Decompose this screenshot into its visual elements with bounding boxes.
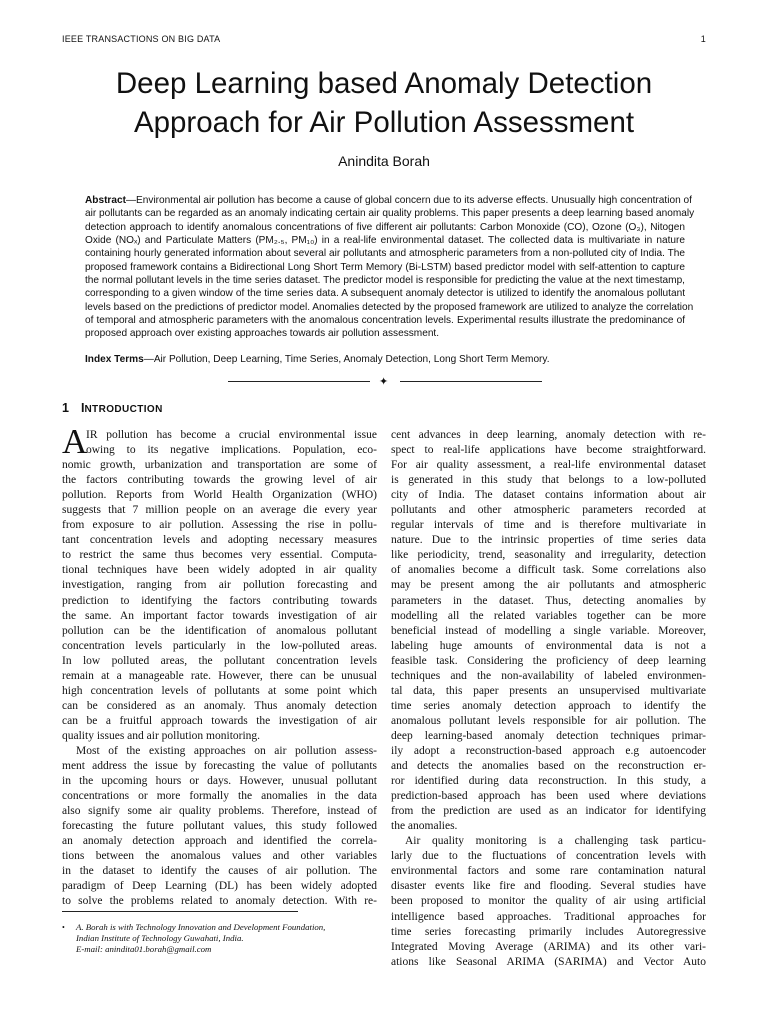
body-line: the same. An important factor towards investigation of air: [62, 609, 377, 622]
body-line: environmental factors and some rare contamination natural: [391, 865, 706, 878]
running-header: [62, 34, 706, 48]
body-line: parameters in the dataset. Thus, detecting anomalies by: [391, 594, 706, 607]
body-line: beneficial instead of modelling a single variable. Moreover,: [391, 624, 706, 637]
body-line: high concentration levels of pollutants at some point which: [62, 684, 377, 697]
body-line: nature. Due to the intrinsic properties of time series data: [391, 534, 706, 547]
footnote-rule: [62, 911, 298, 912]
body-line: from the prediction are used as an indicator for identifying: [391, 805, 706, 818]
body-line: in the dataset to identify the causes of air pollution. The: [62, 865, 377, 878]
abstract-line: proposed approach over existing approaches towards air pollution assessment.: [85, 328, 440, 340]
footnote-bullet-icon: •: [62, 923, 65, 932]
divider-diamond-icon: ✦: [379, 375, 389, 388]
body-line: Air quality monitoring is a challenging task particu-: [405, 835, 706, 848]
body-line: and detects the anomalies based on the reconstruction er-: [391, 760, 706, 773]
body-line: pollutants and other atmospheric parameters recorded at: [391, 504, 706, 517]
body-line: city of India. The dataset contains information about air: [391, 489, 706, 502]
body-line: Integrated Moving Average (ARIMA) and its other vari-: [391, 940, 706, 953]
index-terms-label: Index Terms: [85, 354, 144, 365]
body-line: ations like Seasonal ARIMA (SARIMA) and Vector Auto: [391, 955, 706, 968]
section-heading: [62, 401, 163, 415]
body-line: intelligence based approaches. Traditional approaches for: [391, 910, 706, 923]
body-line: tal data, this paper presents an unsupervised multivariate: [391, 684, 706, 697]
right-column: [391, 428, 706, 970]
body-line: regular intervals of time and is therefore multivariate in: [391, 519, 706, 532]
body-line: also signify some air quality problems. Therefore, instead of: [62, 805, 377, 818]
body-line: modelling all the related variables together can be more: [391, 609, 706, 622]
body-line: tions between the anomalous values and other variables: [62, 850, 377, 863]
body-line: larly due to the fluctuations of concentration levels with: [391, 850, 706, 863]
body-line: cent advances in deep learning, anomaly detection with re-: [391, 429, 706, 441]
body-line: ment address the issue by forecasting the value of pollutants: [62, 760, 377, 773]
abstract-line: levels based on the predictions of predictor model. Anomalies detected by the proposed framework are utilized to analyze the correlation: [85, 301, 694, 313]
abstract-line: proposed framework contains a Bidirectional Long Short Term Memory (Bi-LSTM) based predictor model with self-attention to capture: [85, 261, 685, 273]
body-line: from exposure to air pollution. Assessing the rise in pollu-: [62, 519, 377, 532]
body-line: anomalous pollutant levels responsible for air pollution. The: [391, 714, 706, 727]
title-line-2: Approach for Air Pollution Assessment: [133, 106, 635, 139]
body-line: to restrict the same thus becomes very essential. Computa-: [62, 549, 377, 562]
abstract-line: [85, 194, 692, 207]
body-line: to solve the problems related to anomaly detection. With re-: [62, 895, 377, 908]
body-line: owing to its negative implications. Population, eco-: [86, 444, 377, 457]
divider-rule-right: [400, 381, 542, 382]
body-line: ror identified during data reconstruction. In this study, a: [391, 775, 706, 788]
body-line: deep learning-based anomaly detection techniques primar-: [391, 729, 706, 742]
journal-name: IEEE TRANSACTIONS ON BIG DATA: [62, 34, 221, 44]
abstract: [85, 194, 695, 341]
title-line-1: Deep Learning based Anomaly Detection: [115, 67, 653, 100]
paper-title: [62, 64, 706, 142]
body-line: may be present among the air pollutants and atmospheric: [391, 579, 706, 592]
body-line: tional techniques have been widely adopted in air quality: [62, 564, 377, 577]
abstract-line: containing hourly generated information about several air pollutants and atmospheric parameters from a non-polluted city of India. The: [85, 248, 685, 260]
author-name: Anindita Borah: [338, 153, 430, 169]
body-line: suggests that 7 million people on an average die every year: [62, 504, 377, 517]
footnote-line: A. Borah is with Technology Innovation and Development Foundation,: [76, 922, 326, 932]
body-line: pollution. Reports from World Health Organization (WHO): [62, 489, 377, 502]
body-line: the anomalies.: [391, 820, 458, 833]
abstract-line: Oxide (NOₓ) and Particulate Matters (PM₂.₅, PM₁₀) in a real-life environmental dataset. The collected data is multivariate in nature: [85, 235, 685, 247]
body-line: quality issues and air pollution monitoring.: [62, 729, 261, 742]
body-line: remain at a manageable rate. However, there can be unusual: [62, 669, 377, 682]
abstract-line: air pollutants can be regarded as an anomaly indicating certain air quality problems. This paper presents a deep learning based anomaly: [85, 208, 695, 220]
body-line: been proposed to monitor the quality of air using artificial: [391, 895, 706, 908]
abstract-label: Abstract: [85, 195, 126, 206]
body-line: prediction-based approach has been used where deviations: [391, 790, 706, 803]
abstract-text: —Environmental air pollution has become a cause of global concern due to its adverse effects. Unusually high concentration of: [125, 195, 692, 206]
body-line: time series forecasting primarily includes Autoregressive: [391, 925, 706, 938]
body-line: tant concentration levels and adopting necessary measures: [62, 534, 377, 547]
author-footnote: [62, 922, 377, 956]
body-line: prediction to identifying the factors contributing towards: [62, 594, 377, 607]
page-number: 1: [700, 34, 706, 44]
body-line: concentrations or more formally the anomalies in the data: [62, 790, 377, 803]
body-line: can be considered as an anomaly. Thus anomaly detection: [62, 699, 377, 712]
section-number: 1: [62, 401, 69, 415]
divider-rule-left: [228, 381, 370, 382]
section-title-initial: I: [80, 401, 85, 415]
index-terms: [85, 353, 685, 366]
body-line: of anomalies become a difficult task. Some correlations also: [391, 564, 706, 577]
body-line: forecasting the future pollutant values, this study followed: [62, 820, 377, 833]
body-line: concentration levels particularly in the low-polluted areas.: [62, 639, 377, 652]
body-line: investigation, ranging from air pollution forecasting and: [62, 579, 377, 592]
body-line: In low polluted areas, the pollutant concentration levels: [62, 654, 377, 667]
footnote-line: Indian Institute of Technology Guwahati, India.: [76, 933, 244, 944]
index-terms-line: [85, 353, 685, 366]
body-line: labeling huge amounts of environmental data is not a: [391, 639, 706, 652]
body-line: can be a fruitful approach towards the investigation of air: [62, 714, 377, 727]
body-line: spect to real-life applications have become straightforward.: [391, 444, 706, 457]
body-line: the factors contributing towards the growing level of air: [62, 474, 377, 487]
abstract-line: detection approach to identify anomalous concentrations of five different air pollutants: Carbon Monoxide (CO), Ozone (O₃), Nitogen: [85, 221, 685, 233]
body-line: time series anomaly detection approach to identify the: [391, 699, 706, 712]
abstract-line: of temporal and atmospheric parameters with the anomalous concentration levels. Experimental results illustrate the predominance of: [85, 315, 685, 327]
body-line: techniques and the non-availability of labeled environmen-: [391, 669, 706, 682]
body-line: like periodicity, trend, seasonality and irregularity, detection: [391, 549, 706, 562]
body-line: pollution can be the identification of anomalous pollutant: [62, 624, 377, 637]
body-line: is generated in this study that belongs to a low-polluted: [391, 474, 706, 487]
body-line: IR pollution has become a crucial environmental issue: [86, 429, 377, 441]
abstract-line: the normal pollutant levels in the time series dataset. The predictor model is responsible for predicting the value at the next timestamp,: [85, 275, 685, 287]
body-line: feasible task. Considering the proficiency of deep learning: [391, 654, 706, 667]
body-line: Most of the existing approaches on air pollution assess-: [76, 744, 377, 757]
body-line: For air quality assessment, a real-life environmental dataset: [391, 459, 706, 472]
body-line: nomic growth, urbanization and transportation are some of: [62, 459, 377, 472]
body-line: paradigm of Deep Learning (DL) has been widely adopted: [62, 880, 377, 893]
index-terms-text: —Air Pollution, Deep Learning, Time Series, Anomaly Detection, Long Short Term Memory.: [143, 354, 550, 365]
abstract-line: corresponding to a given window of the time series data. A subsequent anomaly detector is utilized to identify the anomalous pollutant: [85, 288, 685, 300]
section-title-rest: NTRODUCTION: [84, 404, 163, 415]
body-line: in the upcoming hours or days. However, unusual pollutant: [62, 775, 377, 788]
body-line: disaster events like fire and flooding. Several studies have: [391, 880, 706, 893]
section-divider: [228, 375, 542, 388]
body-line: an anomaly detection approach and identified the correla-: [62, 835, 377, 848]
footnote-email: E-mail: anindita01.borah@gmail.com: [76, 944, 212, 955]
body-line: ily adopt a reconstruction-based approach e.g autoencoder: [391, 744, 706, 757]
left-column: [62, 422, 377, 910]
drop-cap: A: [62, 422, 88, 461]
